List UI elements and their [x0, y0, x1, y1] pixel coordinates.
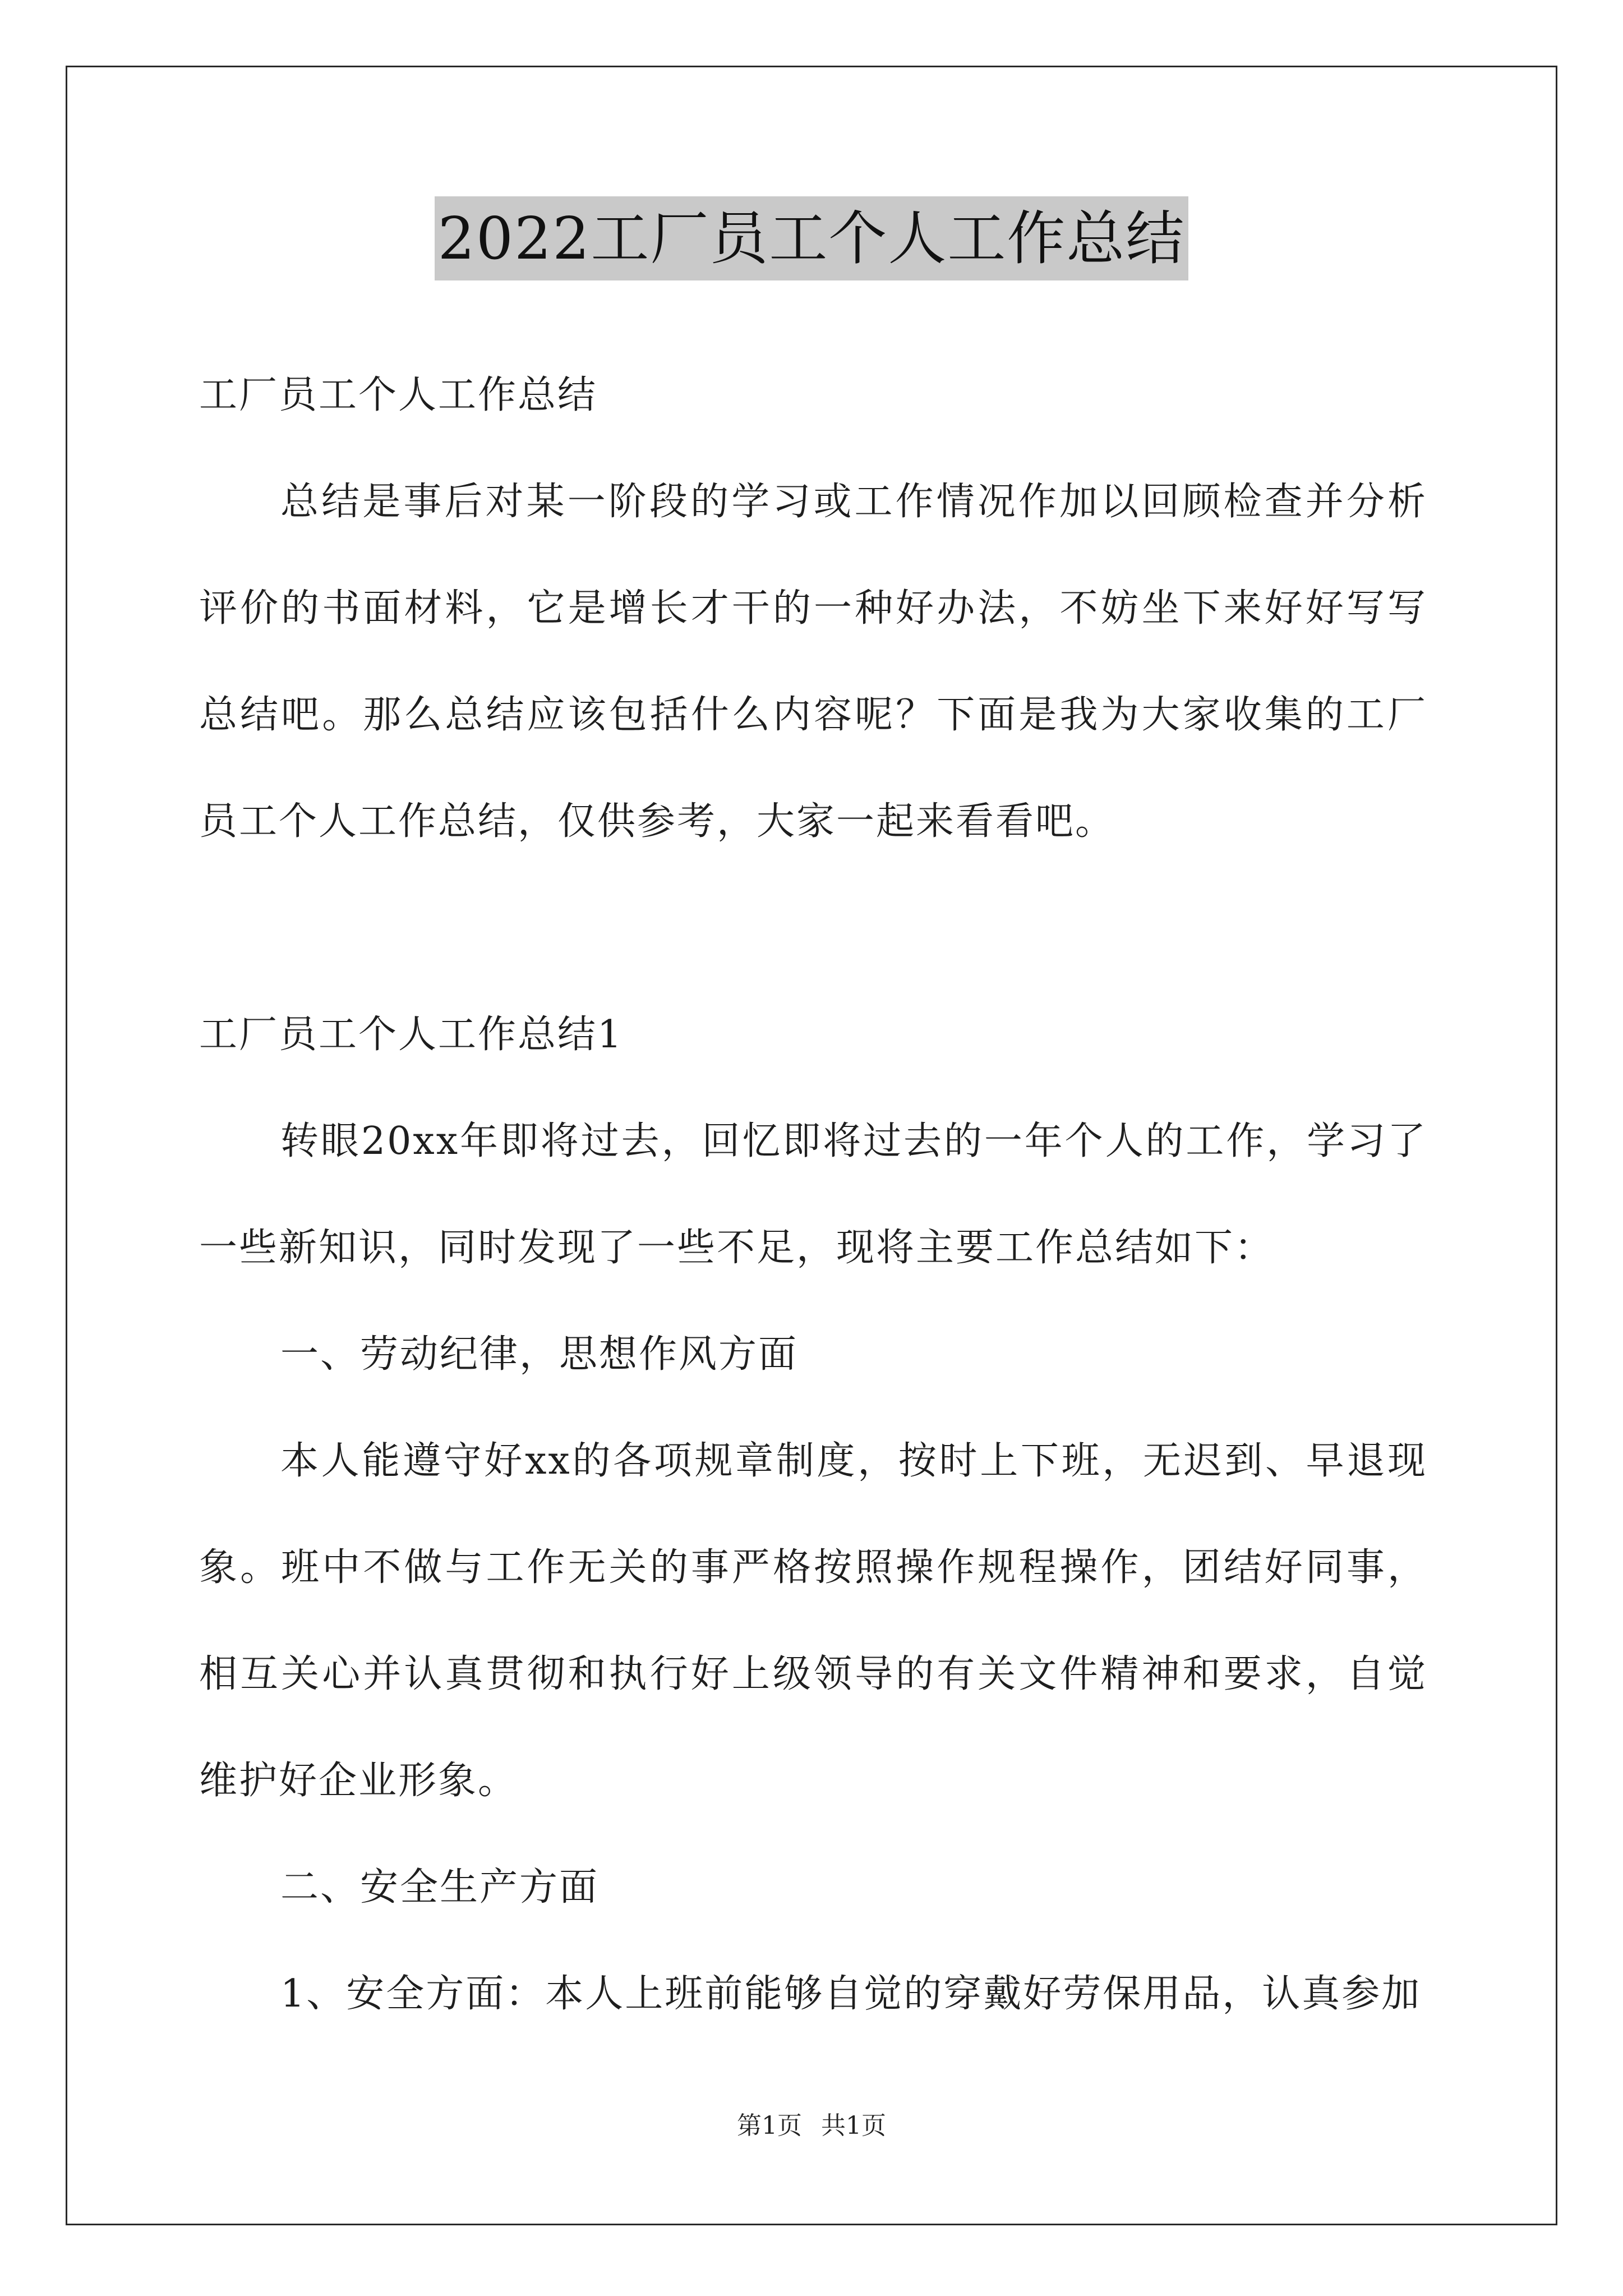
section-heading-1: 工厂员工个人工作总结1 — [199, 1013, 624, 1057]
page-footer — [0, 2109, 1623, 2143]
subheading-discipline: 一、劳动纪律，思想作风方面 — [280, 1332, 799, 1377]
page-number: 第1页 — [737, 2111, 802, 2140]
intro-paragraph: 总结是事后对某一阶段的学习或工作情况作加以回顾检查并分析评价的书面材料，它是增长才干的一种好办法，不妨坐下来好好写写总结吧。那么总结应该包括什么内容呢？下面是我为大家收集的工厂员工个人工作总结，仅供参考，大家一起来看看吧。 — [199, 480, 1427, 844]
title-container — [0, 196, 1623, 280]
page-total: 共1页 — [821, 2111, 886, 2140]
subtitle-paragraph: 工厂员工个人工作总结 — [199, 373, 598, 417]
subheading-safety: 二、安全生产方面 — [280, 1865, 600, 1910]
document-title: 2022工厂员工个人工作总结 — [435, 196, 1189, 280]
body-paragraph-1: 转眼20xx年即将过去，回忆即将过去的一年个人的工作，学习了一些新知识，同时发现了一些不足，现将主要工作总结如下： — [199, 1119, 1427, 1270]
body-paragraph-3: 1、安全方面：本人上班前能够自觉的穿戴好劳保用品，认真参加 — [280, 1972, 1422, 2016]
body-paragraph-2: 本人能遵守好xx的各项规章制度，按时上下班，无迟到、早退现象。班中不做与工作无关的事严格按照操作规程操作，团结好同事，相互关心并认真贯彻和执行好上级领导的有关文件精神和要求，自觉维护好企业形象。 — [199, 1439, 1427, 1803]
